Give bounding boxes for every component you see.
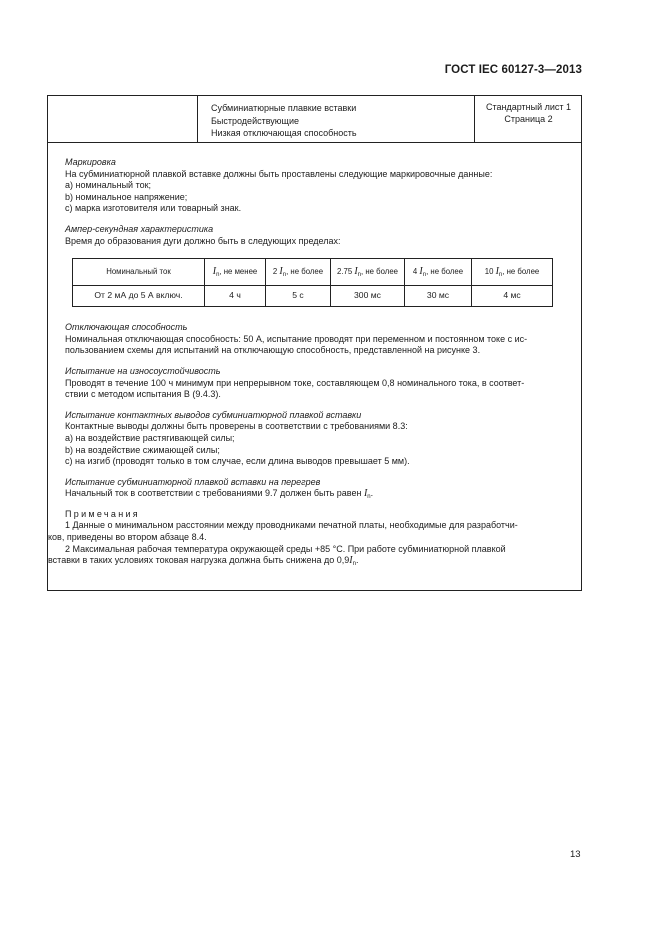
sheet-page: Страница 2 bbox=[504, 113, 553, 124]
sheet-header-title bbox=[197, 96, 475, 142]
col-rated-current: Номинальный ток bbox=[73, 259, 205, 286]
standard-designation: ГОСТ IEC 60127-3—2013 bbox=[444, 64, 582, 76]
col-10in-max: 10 $I_n$, не более bbox=[472, 259, 553, 286]
marking-title: Маркировка bbox=[65, 157, 116, 167]
prearcing-time-table bbox=[72, 258, 553, 307]
endurance-title: Испытание на износоустойчивость bbox=[65, 365, 221, 376]
page-number: 13 bbox=[570, 849, 581, 860]
standard-sheet-frame bbox=[47, 95, 582, 591]
breaking-text-1: Номинальная отключающая способность: 50 А, испытание проводят при переменном и постоянном токе с ис- bbox=[65, 333, 528, 344]
table-cell: 4 ч bbox=[205, 286, 266, 307]
header-line-3: Низкая отключающая способность bbox=[211, 128, 357, 139]
col-2in-max: 2 $I_n$, не более bbox=[266, 259, 331, 286]
endurance-text-2: ствии с методом испытания B (9.4.3). bbox=[65, 389, 221, 400]
sheet-body bbox=[48, 157, 578, 568]
col-4in-max: 4 $I_n$, не более bbox=[405, 259, 472, 286]
col-275in-max: 2.75 $I_n$, не более bbox=[331, 259, 405, 286]
note-2-line-1: 2 Максимальная рабочая температура окружающей среды +85 °С. При работе субминиатюрной плавкой bbox=[65, 543, 506, 554]
sheet-number: Стандартный лист 1 bbox=[485, 102, 572, 112]
breaking-text-2: пользованием схемы для испытаний на отключающую способность, представленной на рисунке 3. bbox=[65, 345, 481, 356]
marking-item: a) номинальный ток; bbox=[65, 180, 152, 191]
col-in-min: $I_n$, не менее bbox=[205, 259, 266, 286]
table-header-row bbox=[73, 259, 553, 286]
sheet-header-page bbox=[475, 96, 582, 148]
ampsec-title: Ампер-секундная характеристика bbox=[65, 223, 214, 234]
ampsec-intro: Время до образования дуги должно быть в следующих пределах: bbox=[65, 235, 341, 246]
note-2-line-2: вставки в таких условиях токовая нагрузка должна быть снижена до $0,9I_n$. bbox=[48, 555, 359, 568]
sheet-header bbox=[48, 96, 581, 143]
table-cell: 4 мс bbox=[472, 286, 553, 307]
terminals-item: b) на воздействие сжимающей силы; bbox=[65, 444, 220, 455]
table-cell: 30 мс bbox=[405, 286, 472, 307]
terminals-intro: Контактные выводы должны быть проверены в соответствии с требованиями 8.3: bbox=[65, 421, 408, 432]
notes-title: Примечания bbox=[65, 508, 140, 519]
note-1-line-2: ков, приведены во втором абзаце 8.4. bbox=[48, 532, 207, 543]
note-1-line-1: 1 Данные о минимальном расстоянии между проводниками печатной платы, необходимые для разработчи- bbox=[65, 520, 518, 531]
endurance-text-1: Проводят в течение 100 ч минимум при непрерывном токе, составляющем 0,8 номинального тока, в соответ- bbox=[65, 377, 525, 388]
header-line-2: Быстродействующие bbox=[211, 115, 299, 126]
marking-item: c) марка изготовителя или товарный знак. bbox=[65, 203, 242, 214]
table-row bbox=[73, 286, 553, 307]
terminals-item: a) на воздействие растягивающей силы; bbox=[65, 432, 235, 443]
marking-item: b) номинальное напряжение; bbox=[65, 191, 188, 202]
table-cell: От 2 мА до 5 А включ. bbox=[73, 286, 205, 307]
terminals-title: Испытание контактных выводов субминиатюрной плавкой вставки bbox=[65, 409, 362, 420]
header-line-1: Субминиатюрные плавкие вставки bbox=[211, 103, 357, 113]
marking-intro: На субминиатюрной плавкой вставке должны быть проставлены следующие маркировочные данные: bbox=[65, 168, 493, 179]
table-cell: 300 мс bbox=[331, 286, 405, 307]
breaking-title: Отключающая способность bbox=[65, 322, 188, 333]
terminals-item: c) на изгиб (проводят только в том случае, если длина выводов превышает 5 мм). bbox=[65, 456, 410, 467]
overheat-title: Испытание субминиатюрной плавкой вставки на перегрев bbox=[65, 476, 321, 487]
overheat-text: Начальный ток в соответствии с требованиями 9.7 должен быть равен $I_n$. bbox=[65, 488, 374, 501]
table-cell: 5 с bbox=[266, 286, 331, 307]
